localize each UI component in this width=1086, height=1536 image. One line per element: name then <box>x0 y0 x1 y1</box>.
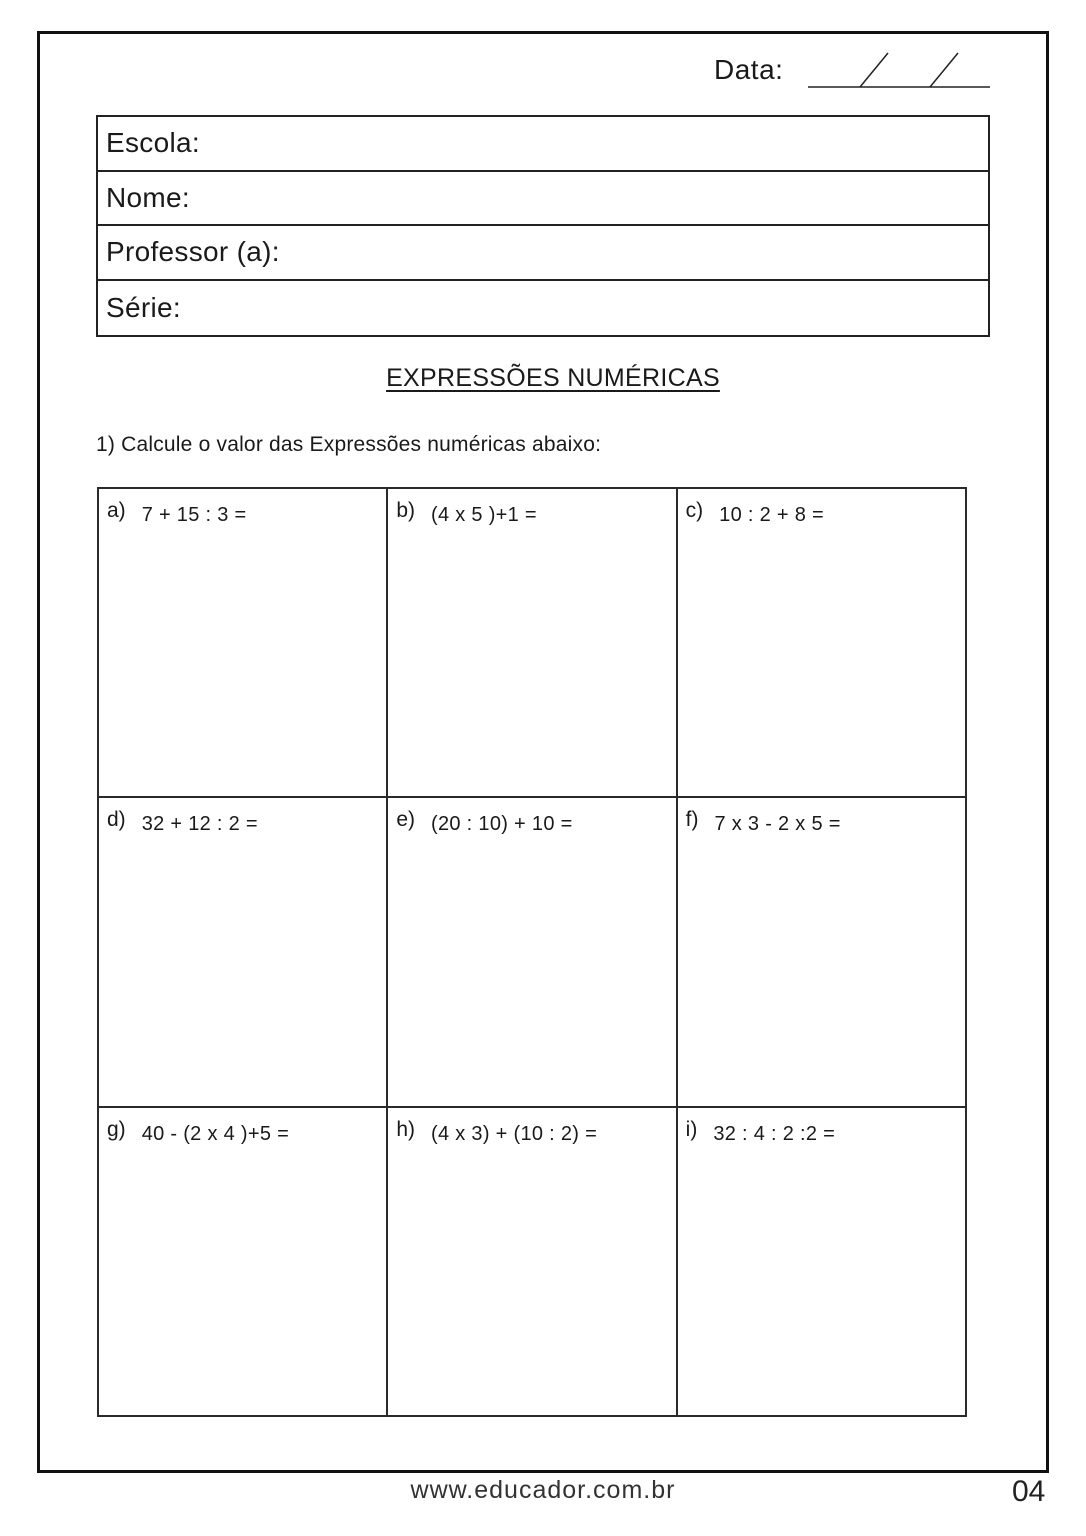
info-row-grade <box>98 281 988 336</box>
exercise-cell-g <box>99 1108 388 1417</box>
info-row-name <box>98 172 988 227</box>
exercise-cell-a <box>99 489 388 798</box>
footer-page-number: 04 <box>1012 1475 1046 1508</box>
exercise-expression: 10 : 2 + 8 = <box>719 504 824 526</box>
exercise-expression: 40 - (2 x 4 )+5 = <box>141 1122 290 1145</box>
info-label-name: Nome: <box>106 181 190 213</box>
exercise-letter: b) <box>396 499 416 522</box>
exercise-expression: 32 : 4 : 2 :2 = <box>713 1122 836 1145</box>
info-label-school: Escola: <box>106 127 200 159</box>
exercise-letter: h) <box>396 1117 416 1141</box>
exercise-cell-c <box>678 489 967 798</box>
exercise-grid <box>97 487 967 1417</box>
info-label-grade: Série: <box>106 291 181 323</box>
exercise-cell-d <box>99 798 388 1107</box>
exercise-letter: d) <box>107 808 126 832</box>
exercise-expression: 7 + 15 : 3 = <box>141 504 247 526</box>
exercise-cell-b <box>388 489 677 798</box>
exercise-expression: 7 x 3 - 2 x 5 = <box>714 813 841 836</box>
exercise-expression: 32 + 12 : 2 = <box>141 813 258 836</box>
exercise-cell-f <box>678 798 967 1107</box>
exercise-expression: (4 x 5 )+1 = <box>431 504 537 526</box>
exercise-letter: e) <box>396 808 416 832</box>
info-row-teacher <box>98 226 988 281</box>
question-prompt: 1) Calcule o valor das Expressões numéricas abaixo: <box>96 433 602 456</box>
exercise-letter: f) <box>685 808 699 832</box>
footer-website: www.educador.com.br <box>410 1476 676 1504</box>
exercise-cell-h <box>388 1108 677 1417</box>
exercise-letter: c) <box>685 499 704 522</box>
exercise-letter: i) <box>685 1117 698 1141</box>
exercise-letter: g) <box>107 1117 126 1141</box>
student-info-table <box>96 115 990 337</box>
info-row-school <box>98 117 988 172</box>
date-label: Data: <box>714 54 784 85</box>
exercise-letter: a) <box>107 499 126 522</box>
date-blank-line <box>806 50 992 92</box>
worksheet-title: EXPRESSÕES NUMÉRICAS <box>386 364 720 392</box>
exercise-expression: (20 : 10) + 10 = <box>431 813 573 836</box>
info-label-teacher: Professor (a): <box>106 236 280 268</box>
exercise-expression: (4 x 3) + (10 : 2) = <box>431 1122 598 1145</box>
exercise-cell-e <box>388 798 677 1107</box>
exercise-cell-i <box>678 1108 967 1417</box>
